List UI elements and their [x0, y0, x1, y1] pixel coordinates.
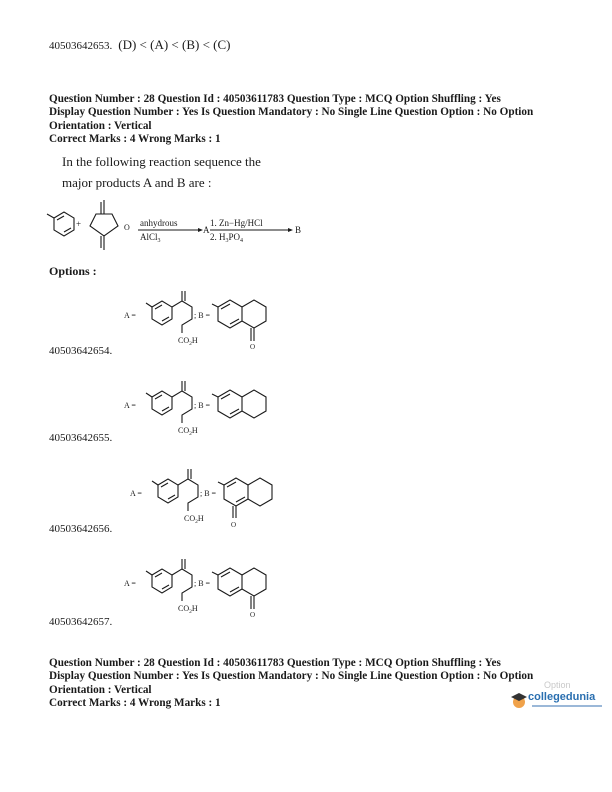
co2h-label: $CO_2H$ — [184, 514, 204, 525]
graduate-icon — [510, 691, 528, 709]
next-meta-line-2: Display Question Number : Yes Is Question Mandatory : No Single Line Question Option : No Option — [49, 670, 534, 683]
b-label: ; B = — [194, 401, 211, 410]
co2h-label: $CO_2H$ — [178, 426, 198, 437]
reagent-2-top: 1. Zn−Hg/HCl — [210, 218, 263, 228]
option-id: 40503642653. — [49, 40, 113, 52]
ketone-oxygen: O — [250, 343, 256, 351]
toluene-structure — [47, 212, 74, 236]
question-text — [62, 151, 362, 193]
meta-line-1: Question Number : 28 Question Id : 40503611783 Question Type : MCQ Option Shuffling : Yes — [49, 93, 501, 105]
reaction-scheme — [40, 192, 320, 254]
a-label: A = — [124, 401, 136, 410]
logo-ghost-text: Option — [544, 680, 571, 690]
marks-line: Correct Marks : 4 Wrong Marks : 1 — [49, 132, 221, 145]
collegedunia-logo — [510, 680, 606, 713]
option-structure-2[interactable] — [120, 375, 340, 445]
reagent-1-top: anhydrous — [140, 218, 178, 228]
question-text-line-2: major products A and B are : — [62, 175, 212, 190]
product-b-structure — [218, 478, 272, 529]
b-label: ; B = — [194, 579, 211, 588]
plus-sign: + — [76, 219, 82, 229]
product-b-structure — [212, 568, 266, 619]
meta-line-3: Orientation : Vertical — [49, 119, 152, 132]
co2h-label: $CO_2H$ — [178, 336, 198, 347]
logo-tagline-bar — [532, 705, 602, 707]
succinic-anhydride-structure — [90, 200, 118, 250]
product-b-label: B — [295, 225, 302, 235]
options-label: Options : — [49, 264, 97, 278]
ketone-oxygen: O — [231, 521, 237, 529]
next-marks-line: Correct Marks : 4 Wrong Marks : 1 — [49, 696, 221, 709]
next-meta-line-1: Question Number : 28 Question Id : 40503611783 Question Type : MCQ Option Shuffling : Yes — [49, 657, 501, 669]
b-label: ; B = — [200, 489, 217, 498]
reagent-2-bottom: 2. $H_3PO_4$ — [210, 232, 244, 244]
meta-line-2: Display Question Number : Yes Is Question Mandatory : No Single Line Question Option : No Option — [49, 106, 534, 119]
product-a-structure — [130, 469, 198, 511]
product-a-structure — [124, 381, 192, 423]
product-b-structure — [212, 300, 266, 351]
option-id: 40503642655. — [49, 432, 113, 444]
question-text-line-1: In the following reaction sequence the — [62, 154, 261, 169]
option-structure-4[interactable] — [120, 553, 340, 623]
previous-option — [49, 36, 231, 54]
co2h-label: $CO_2H$ — [178, 604, 198, 615]
product-a-label: A — [203, 225, 210, 235]
option-id: 40503642656. — [49, 523, 113, 535]
next-meta-line-3: Orientation : Vertical — [49, 683, 152, 696]
a-label: A = — [124, 311, 136, 320]
ketone-oxygen: O — [250, 611, 256, 619]
arrow-2-head — [288, 228, 293, 232]
option-structure-1[interactable] — [120, 285, 340, 355]
option-answer: (D) < (A) < (B) < (C) — [118, 37, 231, 52]
question-meta — [49, 93, 609, 146]
option-structure-3[interactable] — [120, 463, 340, 533]
reagent-1-bottom: AlCl$_3$ — [140, 232, 161, 244]
product-b-structure — [212, 390, 266, 418]
logo-brand-text: collegedunia — [528, 691, 596, 703]
product-a-structure — [124, 559, 192, 601]
ring-oxygen: O — [124, 223, 130, 232]
product-a-structure — [124, 291, 192, 333]
option-id: 40503642654. — [49, 345, 113, 357]
option-id: 40503642657. — [49, 616, 113, 628]
b-label: ; B = — [194, 311, 211, 320]
a-label: A = — [124, 579, 136, 588]
a-label: A = — [130, 489, 142, 498]
